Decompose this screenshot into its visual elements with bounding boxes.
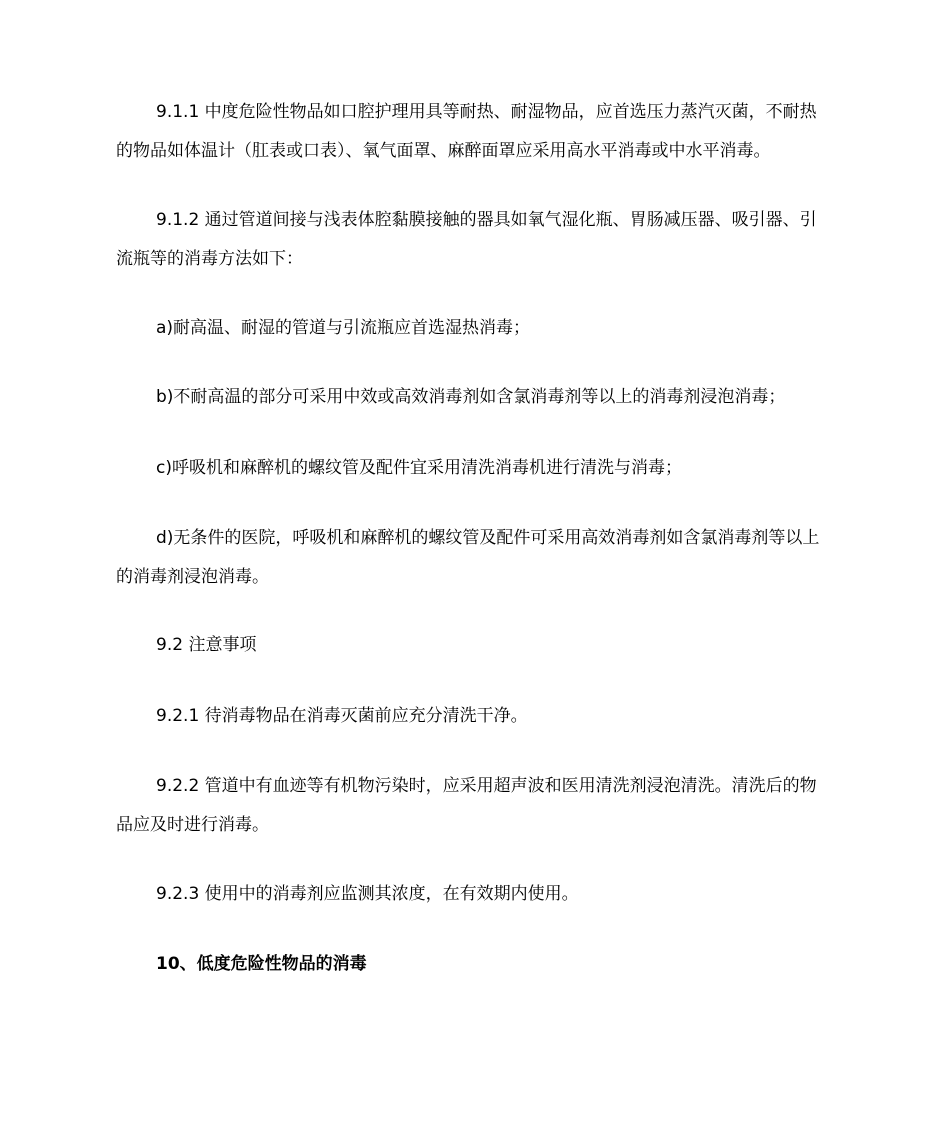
list-item-c: c)呼吸机和麻醉机的螺纹管及配件宜采用清洗消毒机进行清洗与消毒； [156,458,682,478]
paragraph-9-1-1: 9.1.1 中度危险性物品如口腔护理用具等耐热、耐湿物品，应首选压力蒸汽灭菌，不耐热的物品如体温计（肛表或口表）、氧气面罩、麻醉面罩应采用高水平消毒或中水平消毒。 [116,102,817,161]
list-item-b: b)不耐高温的部分可采用中效或高效消毒剂如含氯消毒剂等以上的消毒剂浸泡消毒； [156,387,786,407]
paragraph-9-2-3: 9.2.3 使用中的消毒剂应监测其浓度，在有效期内使用。 [156,884,579,904]
paragraph-9-1-2: 9.1.2 通过管道间接与浅表体腔黏膜接触的器具如氧气湿化瓶、胃肠减压器、吸引器、引流瓶等的消毒方法如下： [116,210,817,269]
list-item-a: a)耐高温、耐湿的管道与引流瓶应首选湿热消毒； [156,318,531,338]
section-heading-9-2: 9.2 注意事项 [156,635,257,655]
list-item-d: d)无条件的医院，呼吸机和麻醉机的螺纹管及配件可采用高效消毒剂如含氯消毒剂等以上的消毒剂浸泡消毒。 [116,528,820,587]
paragraph-9-2-1: 9.2.1 待消毒物品在消毒灭菌前应充分清洗干净。 [156,706,528,726]
section-heading-10: 10、低度危险性物品的消毒 [156,954,367,974]
paragraph-9-2-2: 9.2.2 管道中有血迹等有机物污染时，应采用超声波和医用清洗剂浸泡清洗。清洗后的物品应及时进行消毒。 [116,776,817,835]
